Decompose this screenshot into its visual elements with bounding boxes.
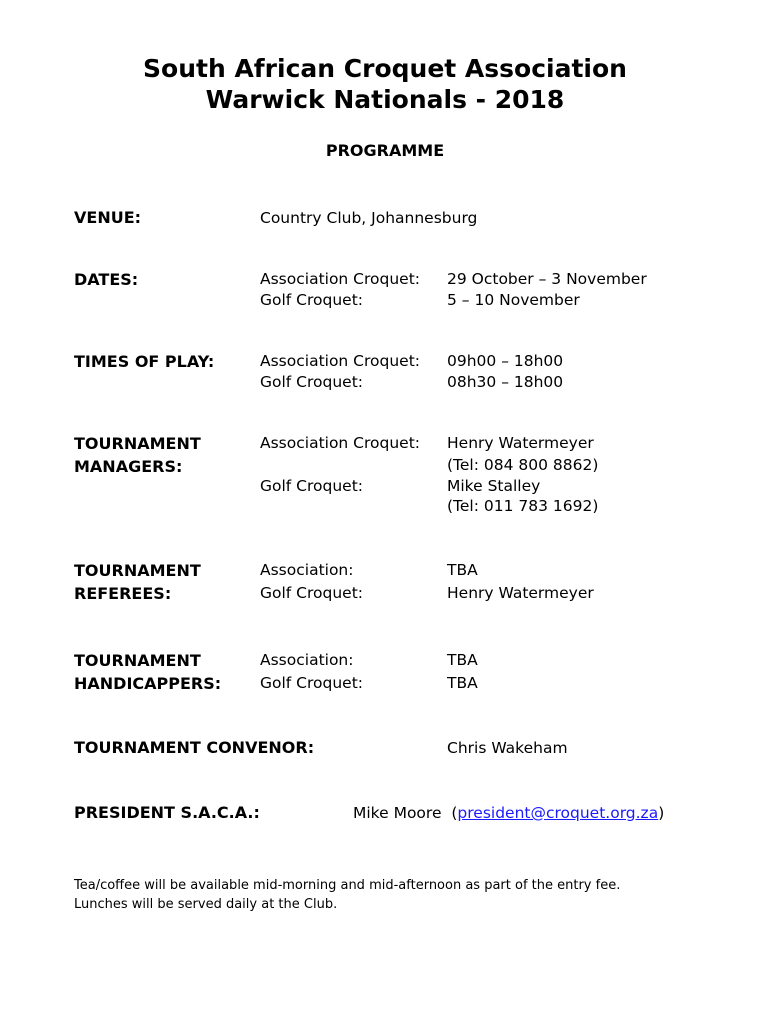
president-label: PRESIDENT S.A.C.A.: xyxy=(74,803,260,822)
managers-gc-tel: (Tel: 011 783 1692) xyxy=(447,497,599,515)
managers-ac-label: Association Croquet: xyxy=(260,434,421,452)
times-gc-value: 08h30 – 18h00 xyxy=(447,373,564,391)
dates-gc-label: Golf Croquet: xyxy=(260,291,364,309)
handicappers-gc-value: TBA xyxy=(447,674,478,692)
catering-note: Tea/coffee will be available mid-morning and mid-afternoon as part of the entry fee. xyxy=(74,878,621,893)
president-contact xyxy=(353,803,664,824)
dates-label: DATES: xyxy=(74,270,139,289)
referees-a-value: TBA xyxy=(447,561,478,579)
times-label: TIMES OF PLAY: xyxy=(74,352,215,371)
referees-gc-value: Henry Watermeyer xyxy=(447,584,594,602)
managers-ac-name: Henry Watermeyer xyxy=(447,434,594,452)
president-close-paren: ) xyxy=(658,804,665,822)
document-subtitle-event: Warwick Nationals - 2018 xyxy=(205,85,565,114)
referees-label-line1: TOURNAMENT xyxy=(74,561,201,580)
handicappers-label-line1: TOURNAMENT xyxy=(74,651,201,670)
handicappers-label-line2: HANDICAPPERS: xyxy=(74,674,222,693)
handicappers-a-label: Association: xyxy=(260,651,354,669)
dates-ac-value: 29 October – 3 November xyxy=(447,270,647,288)
convenor-value: Chris Wakeham xyxy=(447,739,568,757)
dates-ac-label: Association Croquet: xyxy=(260,270,421,288)
referees-label-line2: REFEREES: xyxy=(74,584,172,603)
referees-a-label: Association: xyxy=(260,561,354,579)
managers-gc-label: Golf Croquet: xyxy=(260,477,364,495)
convenor-label: TOURNAMENT CONVENOR: xyxy=(74,738,315,757)
document-title: South African Croquet Association xyxy=(143,54,627,83)
managers-label-line2: MANAGERS: xyxy=(74,457,183,476)
venue-label: VENUE: xyxy=(74,208,142,227)
referees-gc-label: Golf Croquet: xyxy=(260,584,364,602)
president-open-paren: ( xyxy=(451,804,458,822)
times-gc-label: Golf Croquet: xyxy=(260,373,364,391)
times-ac-label: Association Croquet: xyxy=(260,352,421,370)
venue-value: Country Club, Johannesburg xyxy=(260,209,478,227)
times-ac-value: 09h00 – 18h00 xyxy=(447,352,564,370)
managers-gc-name: Mike Stalley xyxy=(447,477,541,495)
lunch-note: Lunches will be served daily at the Club. xyxy=(74,897,338,912)
president-email-link[interactable]: president@croquet.org.za xyxy=(457,804,659,822)
managers-label-line1: TOURNAMENT xyxy=(74,434,201,453)
programme-heading: PROGRAMME xyxy=(325,141,445,160)
handicappers-gc-label: Golf Croquet: xyxy=(260,674,364,692)
handicappers-a-value: TBA xyxy=(447,651,478,669)
managers-ac-tel: (Tel: 084 800 8862) xyxy=(447,456,599,474)
president-name: Mike Moore xyxy=(353,804,442,822)
dates-gc-value: 5 – 10 November xyxy=(447,291,580,309)
